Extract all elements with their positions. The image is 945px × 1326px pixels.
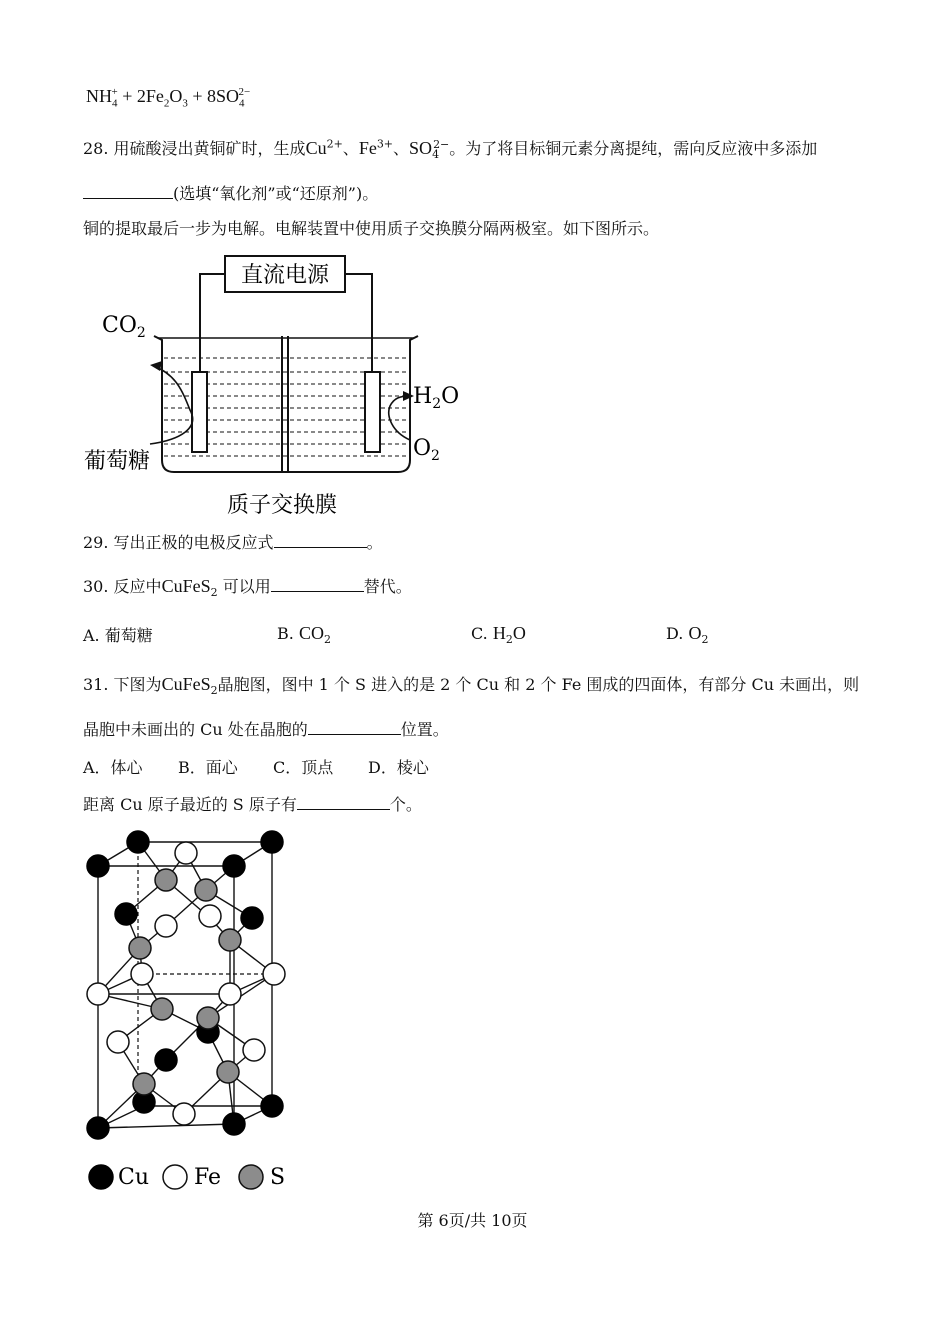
- answer-blank[interactable]: [83, 182, 173, 199]
- fe-atom: [243, 1039, 265, 1061]
- fe-atom: [263, 963, 285, 985]
- q31-choice-d[interactable]: D．棱心: [368, 758, 429, 777]
- cu-legend-label: Cu: [118, 1165, 150, 1190]
- fe-atom: [87, 983, 109, 1005]
- cu-atom: [115, 903, 137, 925]
- answer-blank[interactable]: [271, 575, 364, 592]
- cu-atom: [241, 907, 263, 929]
- question-number: 28.: [83, 139, 109, 158]
- cu-legend-swatch: [89, 1165, 113, 1189]
- q31-choice-b[interactable]: B．面心: [178, 758, 238, 777]
- option-b[interactable]: B. $CO_2$: [277, 623, 331, 647]
- co2-label: $CO_2$: [102, 313, 146, 341]
- top-equation: $NH_4^+ + 2Fe_2O_3 + 8SO_4^{2-}$: [86, 86, 251, 110]
- right-electrode: [365, 372, 380, 452]
- s-legend-swatch: [239, 1165, 263, 1189]
- o2-label: $O_2$: [413, 436, 440, 464]
- cu-atom: [261, 831, 283, 853]
- fe-atom: [131, 963, 153, 985]
- s-atom: [155, 869, 177, 891]
- power-supply-label: 直流电源: [240, 263, 330, 288]
- question-31-line3: 距离 Cu 原子最近的 S 原子有 个。: [83, 795, 422, 814]
- fe-atoms: [87, 842, 285, 1125]
- s-atom: [219, 929, 241, 951]
- glucose-label: 葡萄糖: [84, 449, 151, 474]
- option-a[interactable]: A. 葡萄糖: [83, 626, 153, 645]
- cu-atom: [261, 1095, 283, 1117]
- q31-choice-a[interactable]: A．体心: [83, 758, 143, 777]
- membrane-label: 质子交换膜: [226, 493, 338, 518]
- fe-atom: [173, 1103, 195, 1125]
- fe-legend-label: Fe: [194, 1165, 222, 1190]
- fe-atom: [155, 915, 177, 937]
- electrolysis-intro: 铜的提取最后一步为电解。电解装置中使用质子交换膜分隔两极室。如下图所示。: [83, 219, 660, 238]
- fe-atom: [219, 983, 241, 1005]
- s-atom: [151, 998, 173, 1020]
- question-28: 28. 用硫酸浸出黄铜矿时，生成$Cu^{2+}$、$Fe^{3+}$、$SO_4^{2-}$。为了将目标铜元素分离提纯，需向反应液中多添加: [83, 137, 818, 162]
- crystal-cell-diagram: [78, 822, 298, 1152]
- option-d[interactable]: D. $O_2$: [666, 623, 709, 647]
- question-31-line2: 晶胞中未画出的 Cu 处在晶胞的 位置。: [83, 720, 449, 739]
- fe-atom: [199, 905, 221, 927]
- electrolysis-diagram: [80, 250, 480, 525]
- crystal-legend: [84, 1160, 304, 1194]
- s-atom: [195, 879, 217, 901]
- left-electrode: [192, 372, 207, 452]
- answer-blank[interactable]: [297, 793, 390, 810]
- question-28-line2: (选填“氧化剂”或“还原剂”)。: [83, 182, 378, 204]
- s-atom: [133, 1073, 155, 1095]
- cu-atom: [223, 1113, 245, 1135]
- cu-atom: [223, 855, 245, 877]
- s-atom: [197, 1007, 219, 1029]
- cu-atom: [155, 1049, 177, 1071]
- answer-blank[interactable]: [308, 718, 401, 735]
- cu-atom: [87, 1117, 109, 1139]
- q31-choice-c[interactable]: C．顶点: [273, 758, 334, 777]
- question-31: 31. 下图为CuFeS$_2$晶胞图，图中 1 个 S 进入的是 2 个 Cu 和 2 个 Fe 围成的四面体，有部分 Cu 未画出，则: [83, 674, 860, 698]
- cu-atom: [127, 831, 149, 853]
- answer-blank[interactable]: [274, 531, 367, 548]
- fe-atom: [175, 842, 197, 864]
- fe-atom: [107, 1031, 129, 1053]
- question-29: 29. 写出正极的电极反应式 。: [83, 533, 383, 552]
- h2o-label: $H_2O$: [413, 384, 460, 412]
- s-atom: [129, 937, 151, 959]
- cu-atom: [87, 855, 109, 877]
- membrane: [282, 336, 288, 472]
- question-30: 30. 反应中CuFeS$_2$ 可以用 替代。: [83, 576, 412, 600]
- page-footer: 第 6页/共 10页: [417, 1211, 528, 1230]
- fe-legend-swatch: [163, 1165, 187, 1189]
- option-c[interactable]: C. $H_2O$: [471, 623, 526, 647]
- s-legend-label: S: [270, 1165, 286, 1190]
- s-atom: [217, 1061, 239, 1083]
